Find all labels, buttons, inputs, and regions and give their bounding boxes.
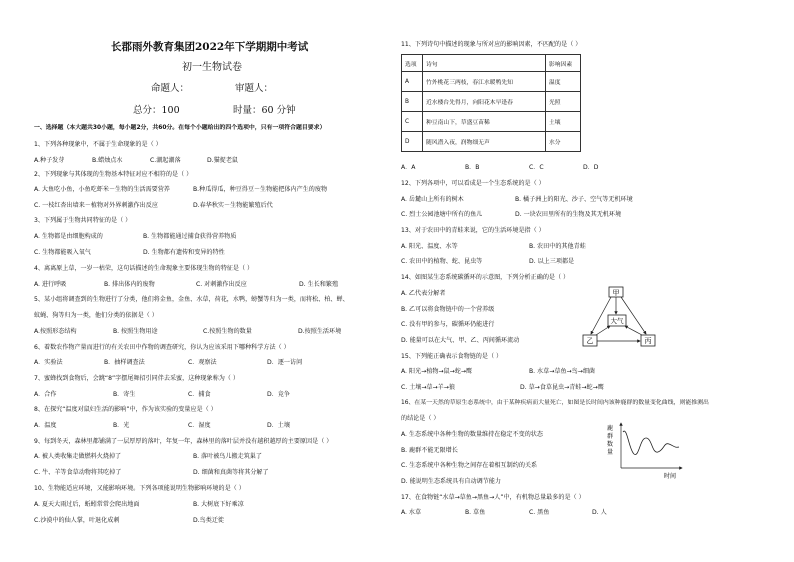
option-1b: B.蜡烛点水 [92,157,123,164]
option-14a: A. 乙代表分解者 [401,290,446,297]
option-15a: A. 阳光→植物→鼠→蛇→鹰 [401,368,473,375]
arrow-yi-air [596,326,610,335]
option-6a: A．实验法 [34,359,63,366]
option-5a: A.按照形态结构 [34,328,77,335]
node-yi-label: 乙 [586,337,594,345]
option-10c: C.沙漠中的仙人掌，叶退化成刺 [34,517,120,524]
table-cell: 温度 [546,72,581,92]
question-8: 8、在探究“温度对鼠妇生活的影响”中，作为该实验的变量应是（ ） [34,406,217,413]
option-13a: A. 阳光、温度、水等 [401,243,458,250]
option-14c: C. 没有甲的参与，碳循环仍能进行 [401,321,495,328]
question-11: 11、下列诗句中描述的现象与所对应的影响因素，不匹配的是（ ） [401,41,582,48]
question-7: 7、蜜蜂找到食物后，会跳“8”字摆尾舞招引同伴去采蜜，这种现象称为（ ） [34,375,239,382]
option-1d: D.猫捉老鼠 [207,157,239,164]
option-9b: B. 落叶被鸟儿搬走筑巢了 [193,453,262,460]
option-7d: D．竞争 [267,391,290,398]
question-17: 17、在食物链“水草→草鱼→黑鱼→人”中，有机物总量最多的是（ ） [401,494,585,501]
question-6: 6、着数农作物产量而进行的有关农田中作物的调查研究，你认为应该采用下哪种科学方法（ ） [34,344,290,351]
score-text: 总分：100 [133,105,180,116]
option-13b: B. 农田中的其他青蛙 [529,243,586,250]
question-12: 12、下列各项中，可以看成是一个生态系统的是（ ） [401,180,545,187]
option-9a: A. 被人类收集走做燃料火烧掉了 [34,453,122,460]
option-6d: D．逐一访问 [267,359,303,366]
table-header: 影响因素 [546,55,581,72]
option-15d: D. 草→食草昆虫→青蛙→蛇→鹰 [520,384,604,391]
y-axis-label-char: 量 [607,449,614,456]
option-14b: B. 乙可以将食物链中的一个营养级 [401,306,495,313]
table-cell: A [402,72,423,92]
carbon-cycle-diagram [578,282,690,350]
question-2: 2、下列现象与其体现的生物基本特征对应不相符的是（ ） [34,171,193,178]
table-header: 选项 [402,55,423,72]
option-3c: C. 生物都能吸入氧气 [34,249,91,256]
option-2b: B.种瓜得瓜，种豆得豆－生物能把体内产生的废物 [193,186,328,193]
option-6b: B．抽样调查法 [104,359,145,366]
option-4b: B. 排出体内的废物 [104,281,155,288]
option-10b: B. 大树底下好乘凉 [193,501,244,508]
option-9c: C. 牛、羊等食草动物将其吃掉了 [34,469,122,476]
section-heading: 一、选择题（本大题共30小题，每小题2分，共60分。在每个小题给出的四个选项中，只有一项符合题目要求） [34,125,326,131]
option-5c: C.按照生物的数量 [203,328,252,335]
option-11a: A．A [401,164,416,171]
option-13c: C. 农田中的植物、蛇、昆虫等 [401,258,483,265]
table-row [402,132,581,152]
option-1a: A.种子发芽 [34,157,65,164]
option-2a: A. 大鱼吃小鱼，小鱼吃虾米－生物的生活需要营养 [34,186,170,193]
option-12a: A. 岳麓山上所有的树木 [401,196,464,203]
option-6c: C．观察法 [188,359,217,366]
option-3a: A. 生物都是由细胞构成的 [34,233,103,240]
question-15: 15、下列能正确表示食物链的是（ ） [401,353,503,360]
option-8d: D．土壤 [267,422,290,429]
question-5: 5、某小组将调查到的生物进行了分类，他们将金鱼，金鱼、水草，荷花，水鸭，螃蟹等归为一类，而将松、柏、蝉、 [34,296,349,303]
option-12d: D. 一块农田里所有的生物及其无机环境 [515,211,622,218]
table-row [402,92,581,112]
proposer-label: 命题人： [151,83,190,94]
option-11c: C．C [529,164,544,171]
option-2c: C. 一枝红杏出墙来－植物对外界刺激作出反应 [34,202,158,209]
option-4c: C. 对刺激作出反应 [196,281,247,288]
option-16d: D. 能说明生态系统具有自动调节能力 [401,478,501,485]
option-14d: D. 能量可以在大气、甲、乙、丙间循环流动 [401,337,520,344]
option-5b: B. 按照生物用途 [113,328,158,335]
table-cell: C [402,112,423,132]
population-curve [623,431,679,454]
question-9: 9、每到冬天，森林里都铺满了一层厚厚的落叶，年复一年，森林里的落叶层并没有越积越厚的主要原因是（ ） [34,438,333,445]
table-header: 诗句 [423,55,546,72]
option-13d: D. 以上三项都是 [529,258,575,265]
option-17b: B. 草鱼 [465,509,486,516]
question-14: 14、如图某生态系统碳循环的示意图，下列分析正确的是（ ） [401,274,570,281]
question-13: 13、对于农田中的青蛙来说，它的生活环境是指（ ） [401,227,545,234]
option-17c: C. 黑鱼 [529,509,550,516]
option-1c: C.潮起潮落 [150,157,181,164]
table-cell: 土壤 [546,112,581,132]
table-cell: 光照 [546,92,581,112]
table-row [402,112,581,132]
question-4: 4、离离原上草，一岁一枯荣，这句话描述的生命现象主要体现生物的特征是（ ） [34,265,254,272]
option-2d: D.春华秋实－生物能繁殖后代 [193,202,273,209]
option-8a: A．温度 [34,422,57,429]
option-15b: B. 水草→草鱼→鸟→细菌 [529,368,596,375]
option-17a: A. 水草 [401,509,422,516]
table-cell: B [402,92,423,112]
arrow-bing-air [625,326,642,335]
deer-population-chart [604,420,686,480]
option-4d: D. 生长和繁殖 [299,281,339,288]
y-axis-label-char: 鹿 [607,425,614,432]
table-cell: 水分 [546,132,581,152]
option-16b: B. 鹿群不能无限增长 [401,447,458,454]
option-16a: A. 生态系统中各种生物的数量维持在稳定不变的状态 [401,431,543,438]
question-16-cont: 的结论是（ ） [401,415,440,422]
option-7b: B．寄生 [113,391,136,398]
option-11b: B．B [465,164,480,171]
question-10: 10、生物能适应环境，又能影响环境。下列各项能说明生物影响环境的是（ ） [34,485,245,492]
option-8c: C．湿度 [188,422,211,429]
option-9d: D. 细菌和真菌等将其分解了 [193,469,269,476]
option-3d: D. 生物都有遗传和变异的特性 [143,249,225,256]
table-cell: 随风潜入夜，润物细无声 [423,132,546,152]
x-axis-label: 时间 [664,473,677,480]
node-bing-label: 丙 [644,337,652,345]
option-10d: D.鸟类迁徙 [193,517,225,524]
option-12c: C. 烈士公园池塘中所有的鱼儿 [401,211,483,218]
table-cell: 竹外桃花三两枝，春江水暖鸭先知 [423,72,546,92]
table-cell: D [402,132,423,152]
option-8b: B．光 [113,422,130,429]
option-3b: B. 生物都能通过捕食获得营养物质 [143,233,237,240]
table-cell: 种豆南山下，草盛豆苗稀 [423,112,546,132]
option-7a: A．合作 [34,391,57,398]
option-5d: D.按照生活环境 [298,328,342,335]
table-cell: 近水楼台先得月，向阳花木早逢春 [423,92,546,112]
option-4a: A. 进行呼吸 [34,281,67,288]
reviewer-label: 审题人： [235,83,274,94]
option-11d: D．D [583,164,599,171]
table-row [402,72,581,92]
q11-table [401,54,581,152]
option-16c: C. 生态系统中各种生物之间存在着相互制约的关系 [401,462,538,469]
question-3: 3、下列属于生物共同特征的是（ ） [34,217,132,224]
y-axis-label-char: 数 [607,441,614,448]
option-10a: A. 夏天大雨过后，蚯蚓常常会爬出地面 [34,501,140,508]
y-axis-label-char: 群 [607,433,614,440]
exam-title: 长郡雨外教育集团2022年下学期期中考试 [111,41,309,53]
question-1: 1、下列各种现象中，不属于生命现象的是（ ） [34,141,162,148]
time-text: 时量：60 分钟 [233,105,296,116]
question-16: 16、在某一天然的草原生态系统中，由于某种疾病而大量死亡，如图是长时间内该种鹿群的数量变化曲线，则能推测出 [401,400,709,406]
option-7c: C．捕食 [188,391,211,398]
node-jia-label: 甲 [612,289,620,297]
option-15c: C. 土壤→草→羊→狼 [401,384,455,391]
option-12b: B. 橘子洲上的阳光、沙子、空气等无机环境 [515,196,633,203]
question-5-cont: 蚊蝇、狗等归为一类，他们分类的依据是（ ） [34,312,158,319]
node-air-label: 大气 [610,317,624,325]
table-header-row [402,55,581,72]
exam-subtitle: 初一生物试卷 [182,62,242,73]
option-17d: D. 人 [592,509,607,516]
